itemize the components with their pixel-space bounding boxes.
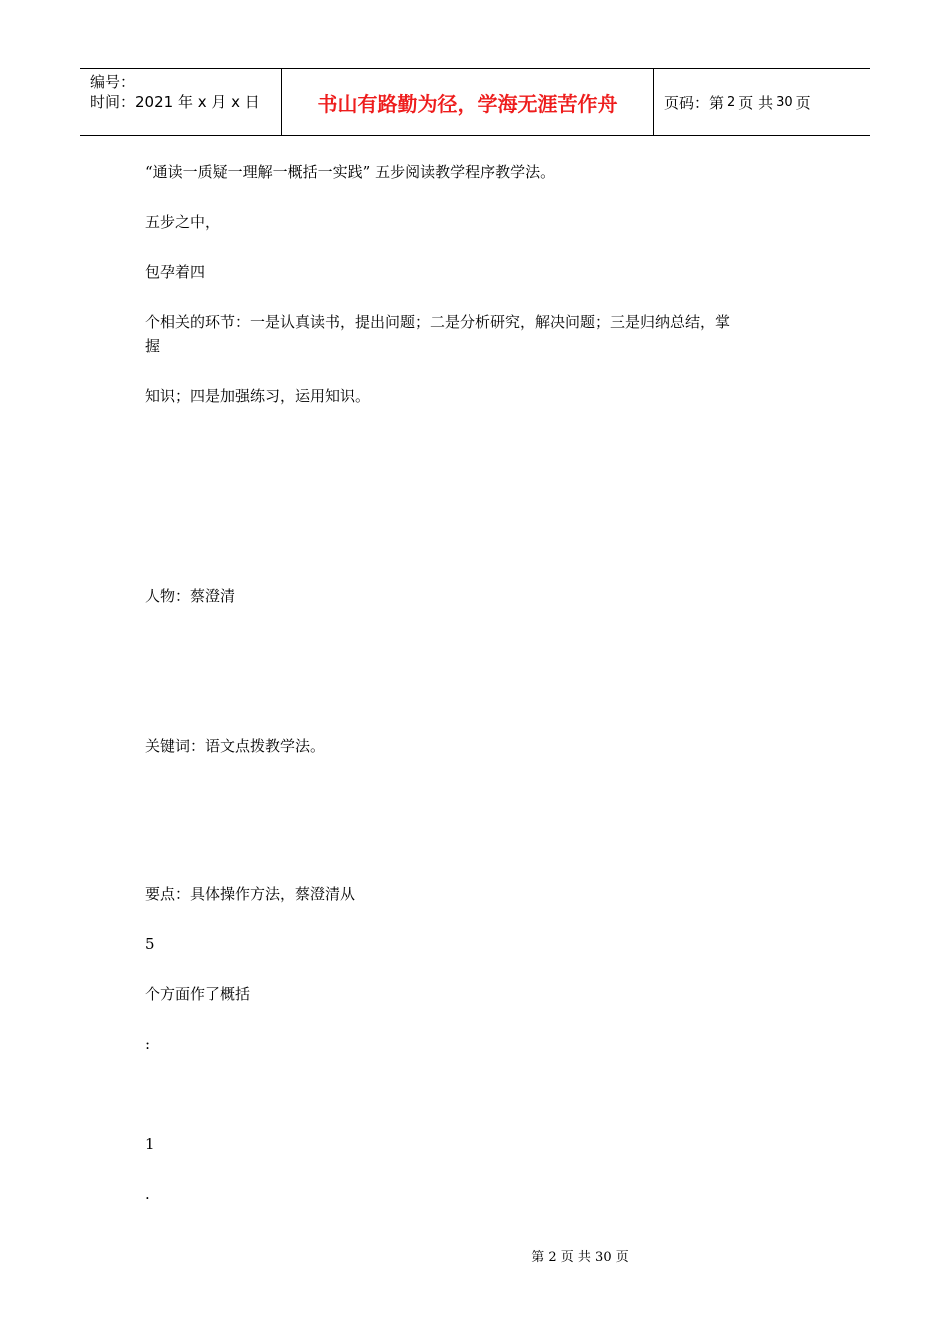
- paragraph-2: 五步之中，: [145, 213, 221, 231]
- header-meta: [80, 69, 281, 135]
- serial-label: 编号：: [90, 73, 136, 91]
- page-footer: 第 2 页 共 30 页: [531, 1250, 629, 1265]
- paragraph-aspects: 个方面作了概括: [145, 985, 251, 1003]
- page-mid: 页 共: [738, 93, 774, 112]
- list-number-1: 1: [145, 1135, 155, 1153]
- header-page-info: [654, 69, 870, 135]
- person-line: 人物：蔡澄清: [145, 587, 236, 605]
- page-end: 页: [795, 93, 811, 112]
- colon-line: :: [145, 1035, 151, 1053]
- page-total: 30: [776, 94, 793, 110]
- paragraph-5: 知识；四是加强练习，运用知识。: [145, 387, 371, 405]
- paragraph-1: “通读一质疑一理解一概括一实践” 五步阅读教学程序教学法。: [145, 163, 556, 181]
- paragraph-number-5: 5: [145, 935, 155, 953]
- paragraph-3: 包孕着四: [145, 263, 206, 281]
- page-label: 页码：第: [664, 93, 725, 112]
- period-line: .: [145, 1185, 150, 1203]
- page-header: [80, 68, 870, 136]
- key-points-line: 要点：具体操作方法，蔡澄清从: [145, 885, 356, 903]
- header-motto: 书山有路勤为径，学海无涯苦作舟: [281, 69, 654, 135]
- page-number: 2: [727, 94, 736, 110]
- paragraph-4: [145, 310, 815, 358]
- time-label: 时间：2021 年 x 月 x 日: [90, 93, 260, 111]
- keywords-line: 关键词：语文点拨教学法。: [145, 737, 326, 755]
- paragraph-4-line-1: 个相关的环节：一是认真读书，提出问题；二是分析研究，解决问题；三是归纳总结，掌: [145, 313, 731, 331]
- paragraph-4-line-2: 握: [145, 337, 161, 355]
